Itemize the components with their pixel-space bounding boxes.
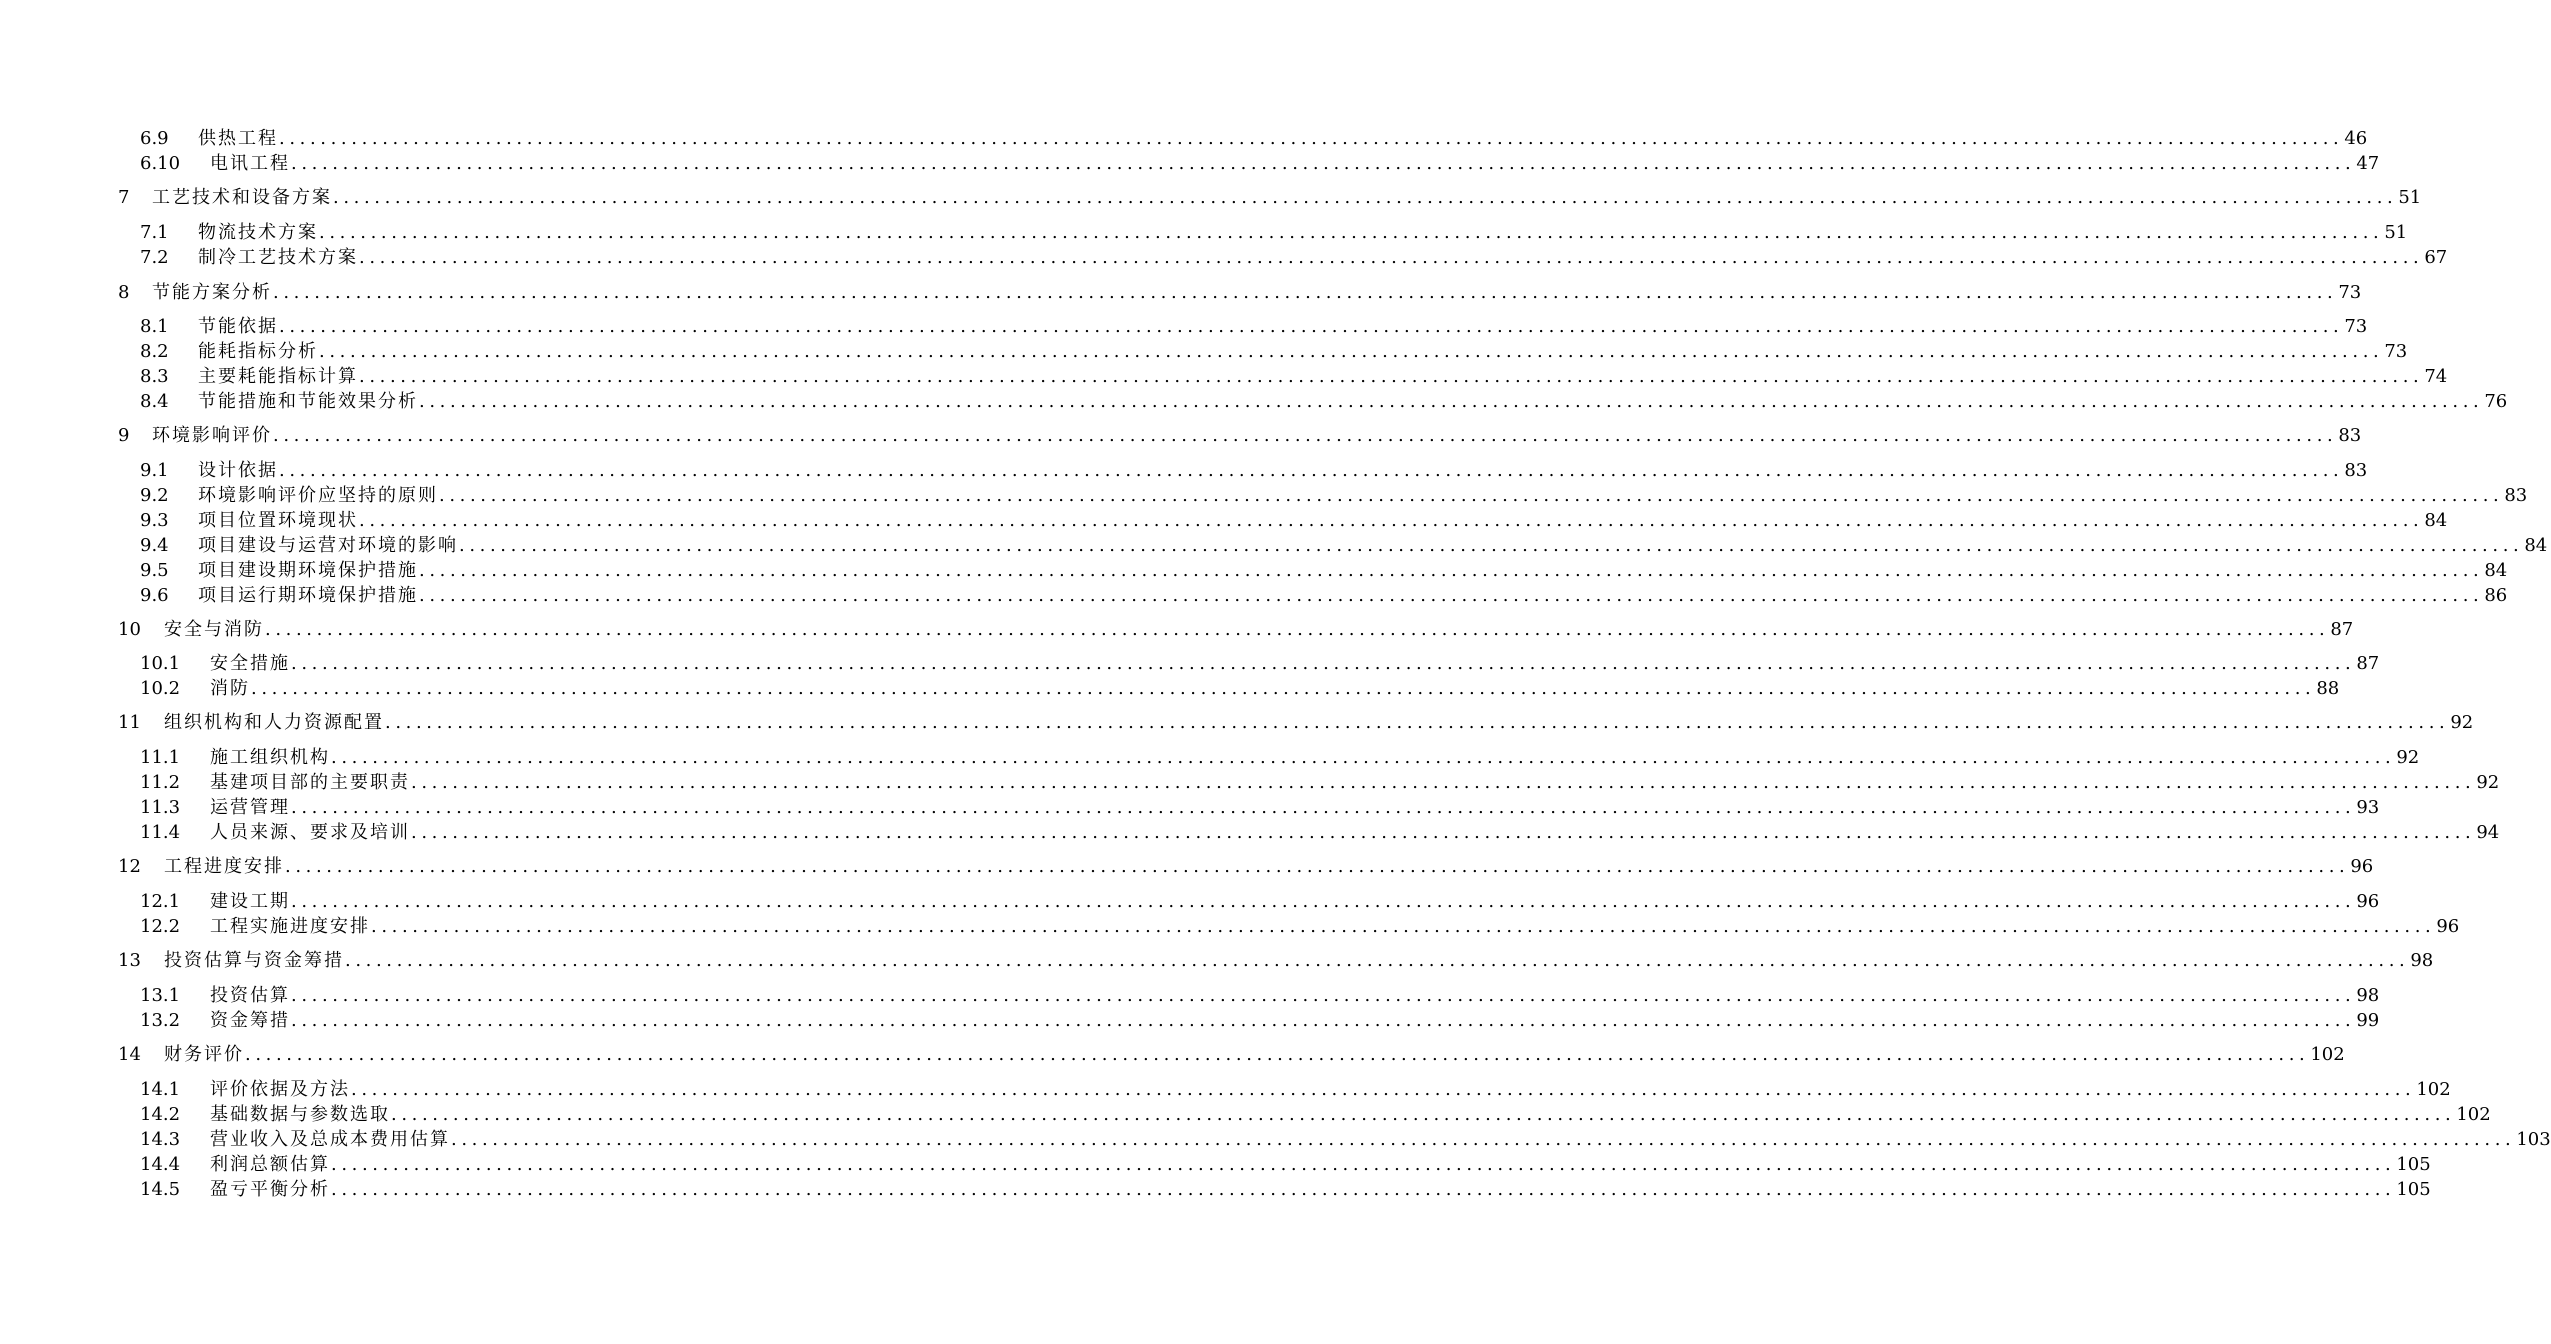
- toc-page-number: 103: [2516, 1129, 2551, 1150]
- toc-page-number: 102: [2416, 1079, 2451, 1100]
- toc-section-entry[interactable]: [140, 458, 2368, 482]
- toc-chapter-entry[interactable]: [118, 854, 2374, 878]
- toc-entry-number: 11.2: [140, 772, 181, 793]
- toc-entry-title: 电讯工程: [210, 153, 290, 174]
- toc-chapter-entry[interactable]: [118, 617, 2354, 641]
- toc-page-number: 96: [2350, 856, 2374, 877]
- toc-page-number: 87: [2330, 619, 2354, 640]
- toc-entry-title: 节能方案分析: [152, 282, 272, 303]
- toc-entry-number: 11.4: [140, 822, 181, 843]
- toc-dot-leader: ........................................................................................................................................................................................................: [371, 916, 2436, 937]
- toc-entry-title: 能耗指标分析: [198, 341, 318, 362]
- toc-entry-title: 环境影响评价: [152, 425, 272, 446]
- toc-section-entry[interactable]: [140, 770, 2500, 794]
- toc-page-number: 83: [2344, 460, 2368, 481]
- toc-page-number: 105: [2396, 1154, 2431, 1175]
- toc-entry-title: 节能措施和节能效果分析: [198, 391, 418, 412]
- toc-dot-leader: ........................................................................................................................................................................................................: [291, 653, 2356, 674]
- toc-dot-leader: ........................................................................................................................................................................................................: [291, 891, 2356, 912]
- toc-dot-leader: ........................................................................................................................................................................................................: [291, 985, 2356, 1006]
- toc-entry-number: 6.9: [140, 128, 169, 149]
- toc-entry-title: 安全措施: [210, 653, 290, 674]
- toc-entry-number: 12.2: [140, 916, 181, 937]
- toc-dot-leader: ........................................................................................................................................................................................................: [459, 535, 2524, 556]
- toc-page-number: 47: [2356, 153, 2380, 174]
- toc-page-number: 102: [2310, 1044, 2345, 1065]
- toc-dot-leader: ........................................................................................................................................................................................................: [331, 1154, 2396, 1175]
- toc-entry-number: 13: [118, 950, 141, 971]
- toc-entry-title: 工程进度安排: [164, 856, 284, 877]
- toc-page-number: 51: [2398, 187, 2422, 208]
- toc-entry-number: 8.3: [140, 366, 169, 387]
- toc-entry-number: 6.10: [140, 153, 181, 174]
- toc-page-number: 51: [2384, 222, 2408, 243]
- toc-section-entry[interactable]: [140, 795, 2380, 819]
- toc-entry-number: 9: [118, 425, 130, 446]
- toc-dot-leader: ........................................................................................................................................................................................................: [359, 247, 2424, 268]
- toc-entry-number: 9.2: [140, 485, 169, 506]
- toc-entry-number: 11: [118, 712, 141, 733]
- toc-entry-title: 运营管理: [210, 797, 290, 818]
- toc-entry-number: 14.1: [140, 1079, 181, 1100]
- toc-chapter-entry[interactable]: [118, 1042, 2345, 1066]
- toc-entry-number: 14.4: [140, 1154, 181, 1175]
- toc-dot-leader: ........................................................................................................................................................................................................: [451, 1129, 2516, 1150]
- toc-entry-title: 基建项目部的主要职责: [210, 772, 410, 793]
- toc-section-entry[interactable]: [140, 676, 2340, 700]
- toc-dot-leader: ........................................................................................................................................................................................................: [285, 856, 2350, 877]
- toc-entry-number: 9.4: [140, 535, 169, 556]
- toc-entry-title: 财务评价: [164, 1044, 244, 1065]
- toc-entry-number: 14: [118, 1044, 141, 1065]
- toc-dot-leader: ........................................................................................................................................................................................................: [419, 585, 2484, 606]
- toc-section-entry[interactable]: [140, 1008, 2380, 1032]
- toc-entry-title: 环境影响评价应坚持的原则: [198, 485, 438, 506]
- toc-section-entry[interactable]: [140, 651, 2380, 675]
- toc-page-number: 74: [2424, 366, 2448, 387]
- toc-page-number: 93: [2356, 797, 2380, 818]
- toc-entry-title: 安全与消防: [164, 619, 264, 640]
- toc-dot-leader: ........................................................................................................................................................................................................: [279, 316, 2344, 337]
- toc-page-number: 98: [2356, 985, 2380, 1006]
- toc-section-entry[interactable]: [140, 1077, 2451, 1101]
- toc-chapter-entry[interactable]: [118, 423, 2362, 447]
- toc-dot-leader: ........................................................................................................................................................................................................: [291, 1010, 2356, 1031]
- toc-dot-leader: ........................................................................................................................................................................................................: [273, 282, 2338, 303]
- toc-entry-title: 投资估算: [210, 985, 290, 1006]
- toc-entry-title: 人员来源、要求及培训: [210, 822, 410, 843]
- toc-section-entry[interactable]: [140, 889, 2380, 913]
- toc-dot-leader: ........................................................................................................................................................................................................: [385, 712, 2450, 733]
- toc-section-entry[interactable]: [140, 583, 2508, 607]
- toc-entry-title: 投资估算与资金筹措: [164, 950, 344, 971]
- toc-section-entry[interactable]: [140, 483, 2528, 507]
- toc-entry-number: 7: [118, 187, 130, 208]
- toc-page-number: 73: [2338, 282, 2362, 303]
- toc-section-entry[interactable]: [140, 245, 2448, 269]
- toc-chapter-entry[interactable]: [118, 948, 2434, 972]
- toc-section-entry[interactable]: [140, 389, 2508, 413]
- toc-page-number: 84: [2524, 535, 2548, 556]
- toc-entry-title: 项目建设期环境保护措施: [198, 560, 418, 581]
- toc-entry-number: 10.1: [140, 653, 181, 674]
- toc-entry-number: 11.3: [140, 797, 181, 818]
- toc-entry-number: 8.4: [140, 391, 169, 412]
- toc-entry-number: 12: [118, 856, 141, 877]
- toc-section-entry[interactable]: [140, 558, 2508, 582]
- toc-page-number: 92: [2450, 712, 2474, 733]
- toc-entry-title: 施工组织机构: [210, 747, 330, 768]
- toc-entry-number: 13.1: [140, 985, 181, 1006]
- toc-entry-number: 9.1: [140, 460, 169, 481]
- toc-entry-number: 8.1: [140, 316, 169, 337]
- toc-dot-leader: ........................................................................................................................................................................................................: [345, 950, 2410, 971]
- toc-dot-leader: ........................................................................................................................................................................................................: [359, 510, 2424, 531]
- toc-chapter-entry[interactable]: [118, 280, 2362, 304]
- toc-entry-title: 营业收入及总成本费用估算: [210, 1129, 450, 1150]
- toc-dot-leader: ........................................................................................................................................................................................................: [291, 797, 2356, 818]
- toc-page-number: 99: [2356, 1010, 2380, 1031]
- toc-dot-leader: ........................................................................................................................................................................................................: [411, 772, 2476, 793]
- toc-dot-leader: ........................................................................................................................................................................................................: [279, 460, 2344, 481]
- toc-entry-number: 14.3: [140, 1129, 181, 1150]
- toc-dot-leader: ........................................................................................................................................................................................................: [333, 187, 2398, 208]
- toc-section-entry[interactable]: [140, 339, 2408, 363]
- toc-section-entry[interactable]: [140, 533, 2548, 557]
- toc-page-number: 83: [2504, 485, 2528, 506]
- toc-page-number: 73: [2384, 341, 2408, 362]
- toc-entry-number: 9.3: [140, 510, 169, 531]
- toc-section-entry[interactable]: [140, 820, 2500, 844]
- toc-entry-number: 14.5: [140, 1179, 181, 1200]
- toc-section-entry[interactable]: [140, 745, 2420, 769]
- toc-entry-title: 工程实施进度安排: [210, 916, 370, 937]
- toc-dot-leader: ........................................................................................................................................................................................................: [331, 747, 2396, 768]
- toc-chapter-entry[interactable]: [118, 185, 2422, 209]
- toc-dot-leader: ........................................................................................................................................................................................................: [331, 1179, 2396, 1200]
- toc-page-number: 84: [2484, 560, 2508, 581]
- toc-dot-leader: ........................................................................................................................................................................................................: [419, 560, 2484, 581]
- toc-entry-title: 物流技术方案: [198, 222, 318, 243]
- toc-section-entry[interactable]: [140, 1127, 2551, 1151]
- toc-page-number: 92: [2476, 772, 2500, 793]
- toc-entry-title: 盈亏平衡分析: [210, 1179, 330, 1200]
- toc-entry-number: 7.1: [140, 222, 169, 243]
- toc-dot-leader: ........................................................................................................................................................................................................: [359, 366, 2424, 387]
- toc-entry-number: 10: [118, 619, 141, 640]
- toc-entry-title: 设计依据: [198, 460, 278, 481]
- toc-section-entry[interactable]: [140, 1177, 2431, 1201]
- toc-dot-leader: ........................................................................................................................................................................................................: [279, 128, 2344, 149]
- toc-entry-number: 12.1: [140, 891, 181, 912]
- toc-dot-leader: ........................................................................................................................................................................................................: [319, 222, 2384, 243]
- toc-entry-title: 供热工程: [198, 128, 278, 149]
- toc-page-number: 84: [2424, 510, 2448, 531]
- toc-section-entry[interactable]: [140, 151, 2380, 175]
- toc-page-number: 96: [2436, 916, 2460, 937]
- toc-page-number: 94: [2476, 822, 2500, 843]
- toc-dot-leader: ........................................................................................................................................................................................................: [265, 619, 2330, 640]
- toc-dot-leader: ........................................................................................................................................................................................................: [419, 391, 2484, 412]
- toc-entry-number: 7.2: [140, 247, 169, 268]
- toc-page-number: 46: [2344, 128, 2368, 149]
- toc-entry-title: 基础数据与参数选取: [210, 1104, 390, 1125]
- toc-entry-number: 14.2: [140, 1104, 181, 1125]
- toc-entry-title: 项目位置环境现状: [198, 510, 358, 531]
- toc-dot-leader: ........................................................................................................................................................................................................: [245, 1044, 2310, 1065]
- toc-section-entry[interactable]: [140, 1152, 2431, 1176]
- toc-section-entry[interactable]: [140, 508, 2448, 532]
- toc-entry-title: 主要耗能指标计算: [198, 366, 358, 387]
- toc-entry-number: 8.2: [140, 341, 169, 362]
- toc-entry-title: 消防: [210, 678, 250, 699]
- toc-section-entry[interactable]: [140, 364, 2448, 388]
- toc-dot-leader: ........................................................................................................................................................................................................: [411, 822, 2476, 843]
- toc-page-number: 102: [2456, 1104, 2491, 1125]
- toc-section-entry[interactable]: [140, 983, 2380, 1007]
- toc-entry-title: 利润总额估算: [210, 1154, 330, 1175]
- toc-page-number: 98: [2410, 950, 2434, 971]
- toc-page-number: 87: [2356, 653, 2380, 674]
- toc-page-number: 92: [2396, 747, 2420, 768]
- toc-entry-number: 8: [118, 282, 130, 303]
- toc-page-number: 88: [2316, 678, 2340, 699]
- toc-dot-leader: ........................................................................................................................................................................................................: [319, 341, 2384, 362]
- toc-page-number: 73: [2344, 316, 2368, 337]
- toc-entry-title: 建设工期: [210, 891, 290, 912]
- toc-section-entry[interactable]: [140, 220, 2408, 244]
- toc-entry-title: 评价依据及方法: [210, 1079, 350, 1100]
- toc-entry-title: 工艺技术和设备方案: [152, 187, 332, 208]
- toc-entry-number: 10.2: [140, 678, 181, 699]
- toc-chapter-entry[interactable]: [118, 710, 2474, 734]
- toc-entry-number: 11.1: [140, 747, 181, 768]
- toc-dot-leader: ........................................................................................................................................................................................................: [251, 678, 2316, 699]
- toc-dot-leader: ........................................................................................................................................................................................................: [439, 485, 2504, 506]
- toc-section-entry[interactable]: [140, 1102, 2491, 1126]
- toc-entry-number: 9.5: [140, 560, 169, 581]
- toc-entry-title: 项目建设与运营对环境的影响: [198, 535, 458, 556]
- toc-dot-leader: ........................................................................................................................................................................................................: [273, 425, 2338, 446]
- toc-section-entry[interactable]: [140, 314, 2368, 338]
- toc-page-number: 67: [2424, 247, 2448, 268]
- toc-page-number: 86: [2484, 585, 2508, 606]
- toc-page-number: 76: [2484, 391, 2508, 412]
- toc-entry-title: 制冷工艺技术方案: [198, 247, 358, 268]
- toc-dot-leader: ........................................................................................................................................................................................................: [351, 1079, 2416, 1100]
- toc-entry-title: 项目运行期环境保护措施: [198, 585, 418, 606]
- toc-entry-number: 9.6: [140, 585, 169, 606]
- toc-page-number: 83: [2338, 425, 2362, 446]
- toc-section-entry[interactable]: [140, 914, 2460, 938]
- toc-entry-title: 组织机构和人力资源配置: [164, 712, 384, 733]
- toc-dot-leader: ........................................................................................................................................................................................................: [291, 153, 2356, 174]
- toc-entry-title: 资金筹措: [210, 1010, 290, 1031]
- toc-entry-number: 13.2: [140, 1010, 181, 1031]
- toc-section-entry[interactable]: [140, 126, 2368, 150]
- toc-entry-title: 节能依据: [198, 316, 278, 337]
- toc-dot-leader: ........................................................................................................................................................................................................: [391, 1104, 2456, 1125]
- toc-page-number: 96: [2356, 891, 2380, 912]
- toc-page-number: 105: [2396, 1179, 2431, 1200]
